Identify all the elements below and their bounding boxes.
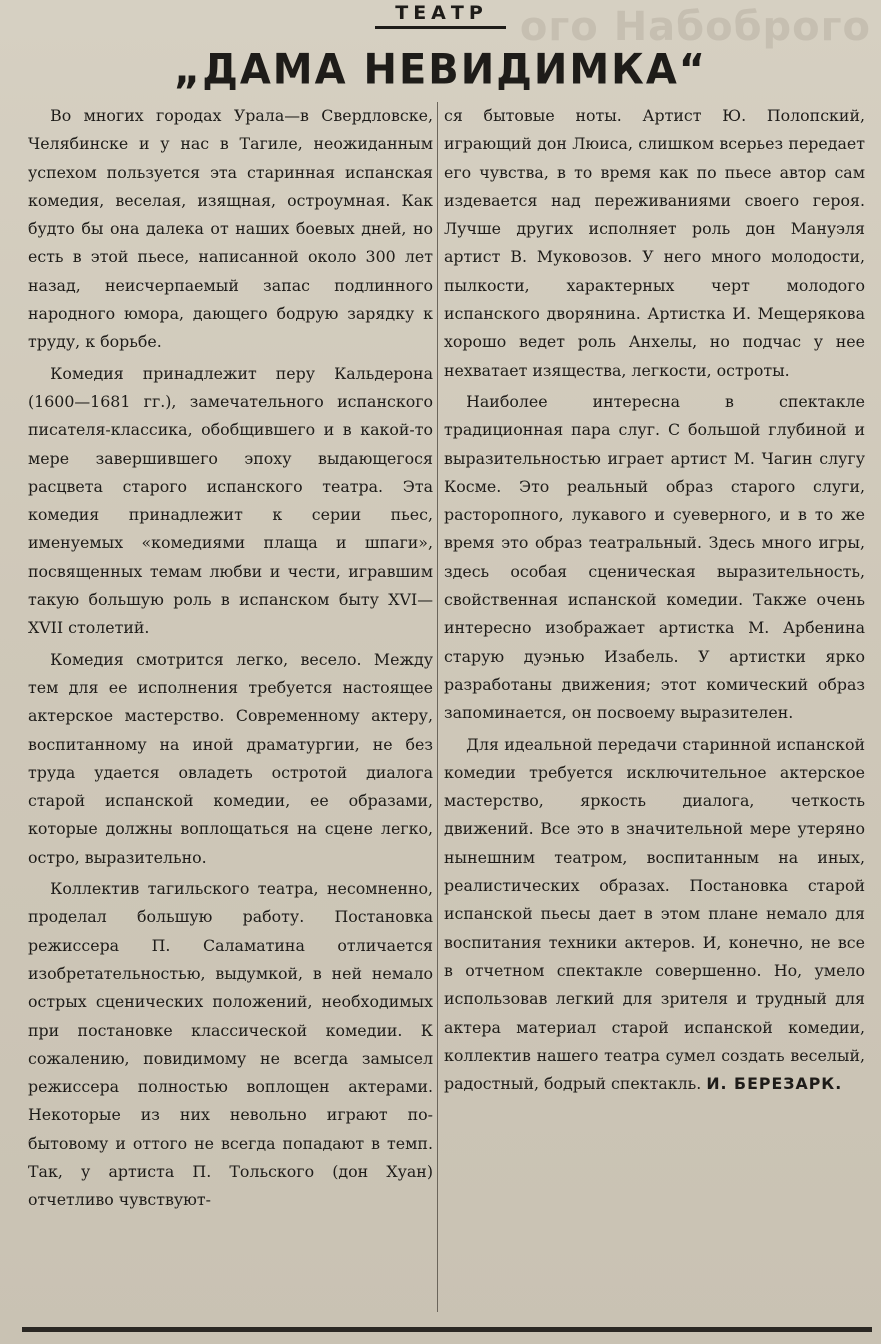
paragraph: Комедия смотрится легко, весело. Между тем для ее исполнения требуется настоящее актерское мастерство. Современному актеру, воспитанному на иной драматургии, не без труда удается овладеть остротой диалога старой испанской комедии, ее образами, которые должны воплощаться на сцене легко, остро, выразительно. (28, 649, 433, 867)
paragraph: Комедия принадлежит перу Кальдерона (1600—1681 гг.), замечательного испанского писателя-классика, обобщившего и в какой-то мере завершившего эпоху выдающегося расцвета старого испанского театра. Эта комедия принадлежит к серии пьес, именуемых «комедиями плаща и шпаги», посвященных темам любви и чести, игравшим такую большую роль в испанском быту XVI—XVII столетий. (28, 363, 433, 638)
paragraph: Коллектив тагильского театра, несомненно, проделал большую работу. Постановка режиссера П. Саламатина отличается изобретательностью, выдумкой, в ней немало острых сценических положений, необходимых при постановке классической комедии. К сожалению, повидимому не всегда замысел режиссера полностью воплощен актерами. Некоторые из них невольно играют по-бытовому и оттого не всегда попадают в темп. Так, у артиста П. Тольского (дон Хуан) отчетливо чувствуют- (28, 879, 433, 1210)
author-signature: И. БЕРЕЗАРК. (706, 1074, 843, 1094)
bottom-rule (22, 1327, 872, 1332)
article-column-left (28, 102, 433, 1317)
paragraph (444, 731, 865, 1099)
paragraph-text: Для идеальной передачи старинной испанской комедии требуется исключительное актерское мастерство, яркость диалога, четкость движений. Все это в значительной мере утеряно нынешним театром, воспитанным на иных, реалистических образах. Постановка старой испанской пьесы дает в этом плане немало для воспитания техники актеров. И, конечно, не все в отчетном спектакле совершенно. Но, умело использовав легкий для зрителя и трудный для актера материал старой испанской комедии, коллектив нашего театра сумел создать веселый, радостный, бодрый спектакль. (444, 734, 865, 1094)
section-rubric-wrap (0, 2, 881, 29)
paragraph: Наиболее интересна в спектакле традиционная пара слуг. С большой глубиной и выразительностью играет артист М. Чагин слугу Косме. Это реальный образ старого слуги, расторопного, лукавого и суеверного, и в то же время это образ театральный. Здесь много игры, здесь особая сценическая выразительность, свойственная испанской комедии. Также очень интересно изображает артистка М. Арбенина старую дуэнью Изабель. У артистки ярко разработаны движения; этот комический образ запоминается, он посвоему выразителен. (444, 391, 865, 723)
article-column-right (444, 102, 865, 1317)
section-rubric: ТЕАТР (375, 2, 506, 29)
article-title: „ДАМА НЕВИДИМКА“ (173, 45, 708, 95)
column-divider (437, 102, 438, 1312)
paragraph: ся бытовые ноты. Артист Ю. Полопский, играющий дон Люиса, слишком всерьез передает его чувства, в то время как по пьесе автор сам издевается над переживаниями своего героя. Лучше других исполняет роль дон Мануэля артист В. Муковозов. У него много молодости, пылкости, характерных черт молодого испанского дворянина. Артистка И. Мещерякова хорошо ведет роль Анхелы, но подчас у нее нехватает изящества, легкости, остроты. (444, 106, 865, 380)
paragraph: Во многих городах Урала—в Свердловске, Челябинске и у нас в Тагиле, неожиданным успехом пользуется эта старинная испанская комедия, веселая, изящная, остроумная. Как будто бы она далека от наших боевых дней, но есть в этой пьесе, написанной около 300 лет назад, неисчерпаемый запас подлинного народного юмора, дающего бодрую зарядку к труду, к борьбе. (28, 106, 433, 352)
bleed-through-heading: ого Набоброго (519, 4, 871, 50)
